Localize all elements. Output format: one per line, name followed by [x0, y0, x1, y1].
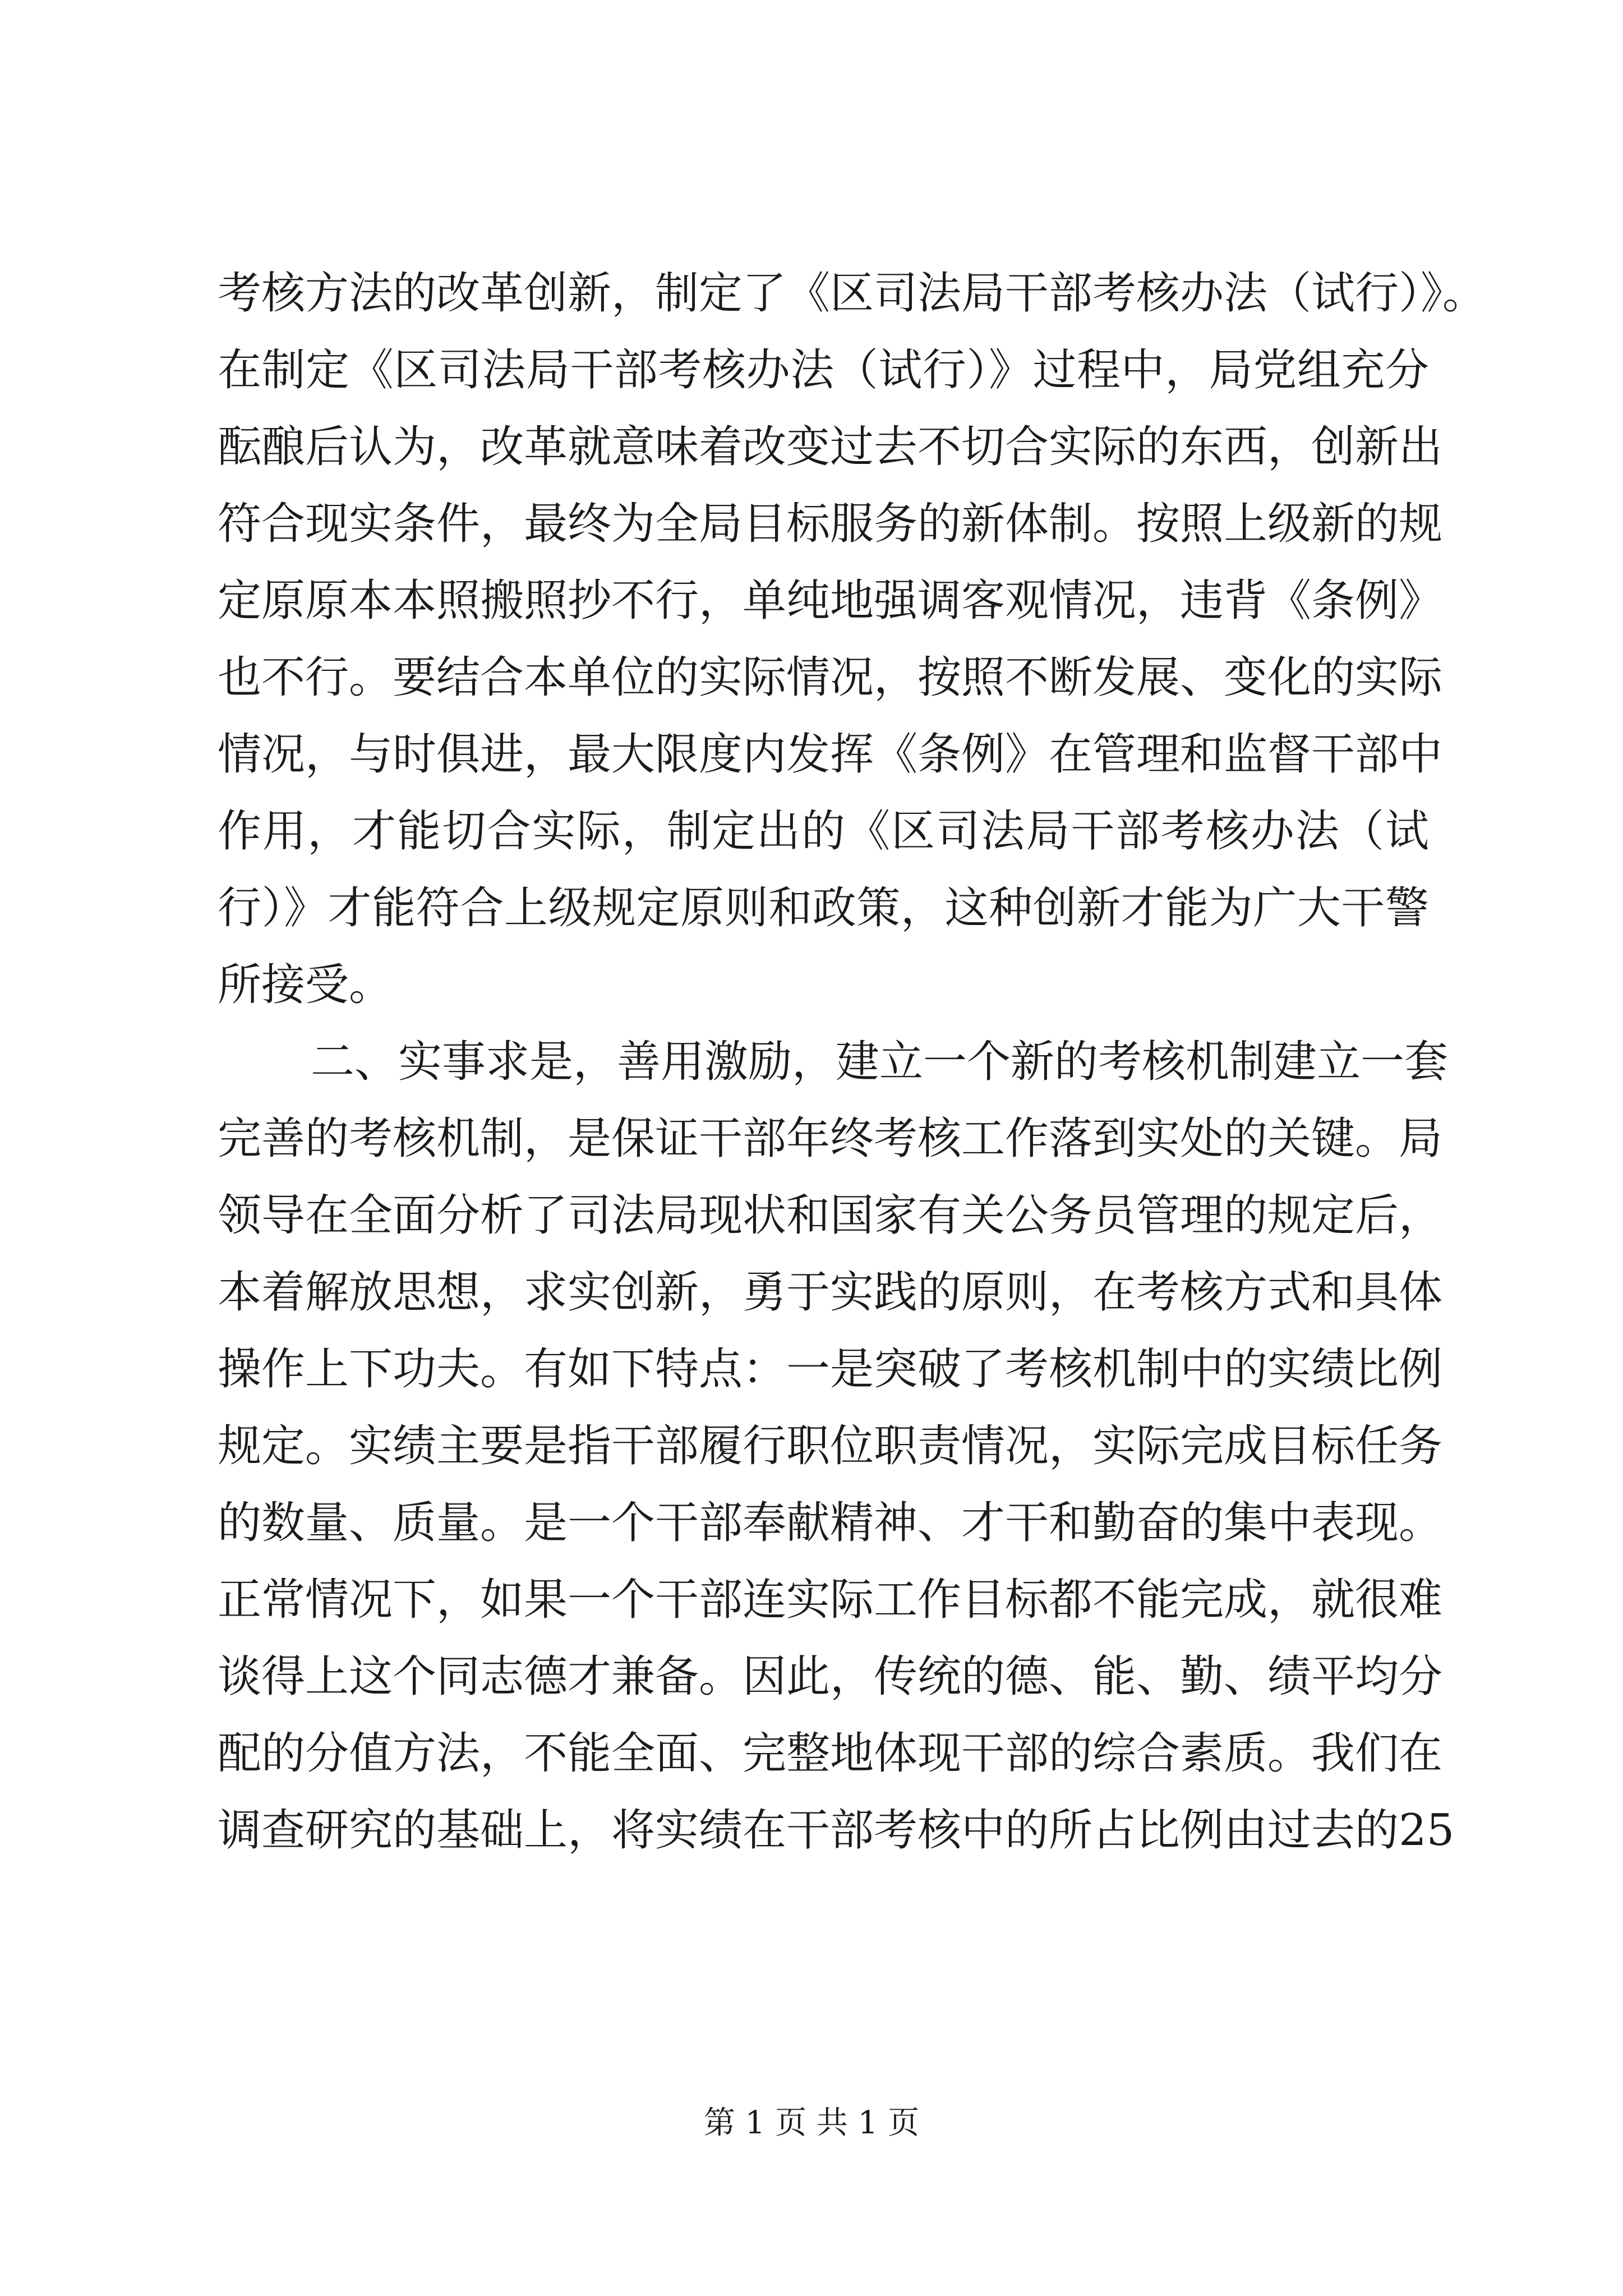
text-line: 配的分值方法，不能全面、完整地体现干部的综合素质。我们在: [218, 1728, 1443, 1779]
text-line: 在制定《区司法局干部考核办法（试行）》过程中，局党组充分: [218, 345, 1429, 395]
text-line: 作用，才能切合实际，制定出的《区司法局干部考核办法（试: [218, 806, 1429, 857]
text-line: 考核方法的改革创新，制定了《区司法局干部考核办法（试行）》。: [218, 268, 1487, 319]
text-line: 正常情况下，如果一个干部连实际工作目标都不能完成，就很难: [218, 1575, 1443, 1625]
text-line: 酝酿后认为，改革就意味着改变过去不切合实际的东西，创新出: [218, 422, 1443, 472]
text-line: 谈得上这个同志德才兼备。因此，传统的德、能、勤、绩平均分: [218, 1651, 1443, 1702]
page-number-footer: 第 1 页 共 1 页: [703, 2105, 920, 2141]
document-body: [218, 255, 1487, 1869]
text-line: 操作上下功夫。有如下特点：一是突破了考核机制中的实绩比例: [218, 1344, 1443, 1395]
text-line: 所接受。: [218, 960, 393, 1010]
text-line: 情况，与时俱进，最大限度内发挥《条例》在管理和监督干部中: [218, 729, 1443, 780]
text-line: 本着解放思想，求实创新，勇于实践的原则，在考核方式和具体: [218, 1267, 1443, 1318]
text-line: 行）》才能符合上级规定原则和政策，这种创新才能为广大干警: [218, 883, 1429, 933]
text-line: 调查研究的基础上，将实绩在干部考核中的所占比例由过去的25: [218, 1805, 1455, 1856]
text-line: 符合现实条件，最终为全局目标服务的新体制。按照上级新的规: [218, 499, 1443, 549]
text-line: 二、实事求是，善用激励，建立一个新的考核机制建立一套: [311, 1037, 1449, 1087]
text-line: 完善的考核机制，是保证干部年终考核工作落到实处的关键。局: [218, 1114, 1443, 1164]
text-line: 也不行。要结合本单位的实际情况，按照不断发展、变化的实际: [218, 652, 1443, 703]
text-line: 规定。实绩主要是指干部履行职位职责情况，实际完成目标任务: [218, 1421, 1443, 1471]
text-line: 定原原本本照搬照抄不行，单纯地强调客观情况，违背《条例》: [218, 576, 1443, 626]
text-line: 的数量、质量。是一个干部奉献精神、才干和勤奋的集中表现。: [218, 1498, 1443, 1548]
text-line: 领导在全面分析了司法局现状和国家有关公务员管理的规定后，: [218, 1190, 1443, 1241]
